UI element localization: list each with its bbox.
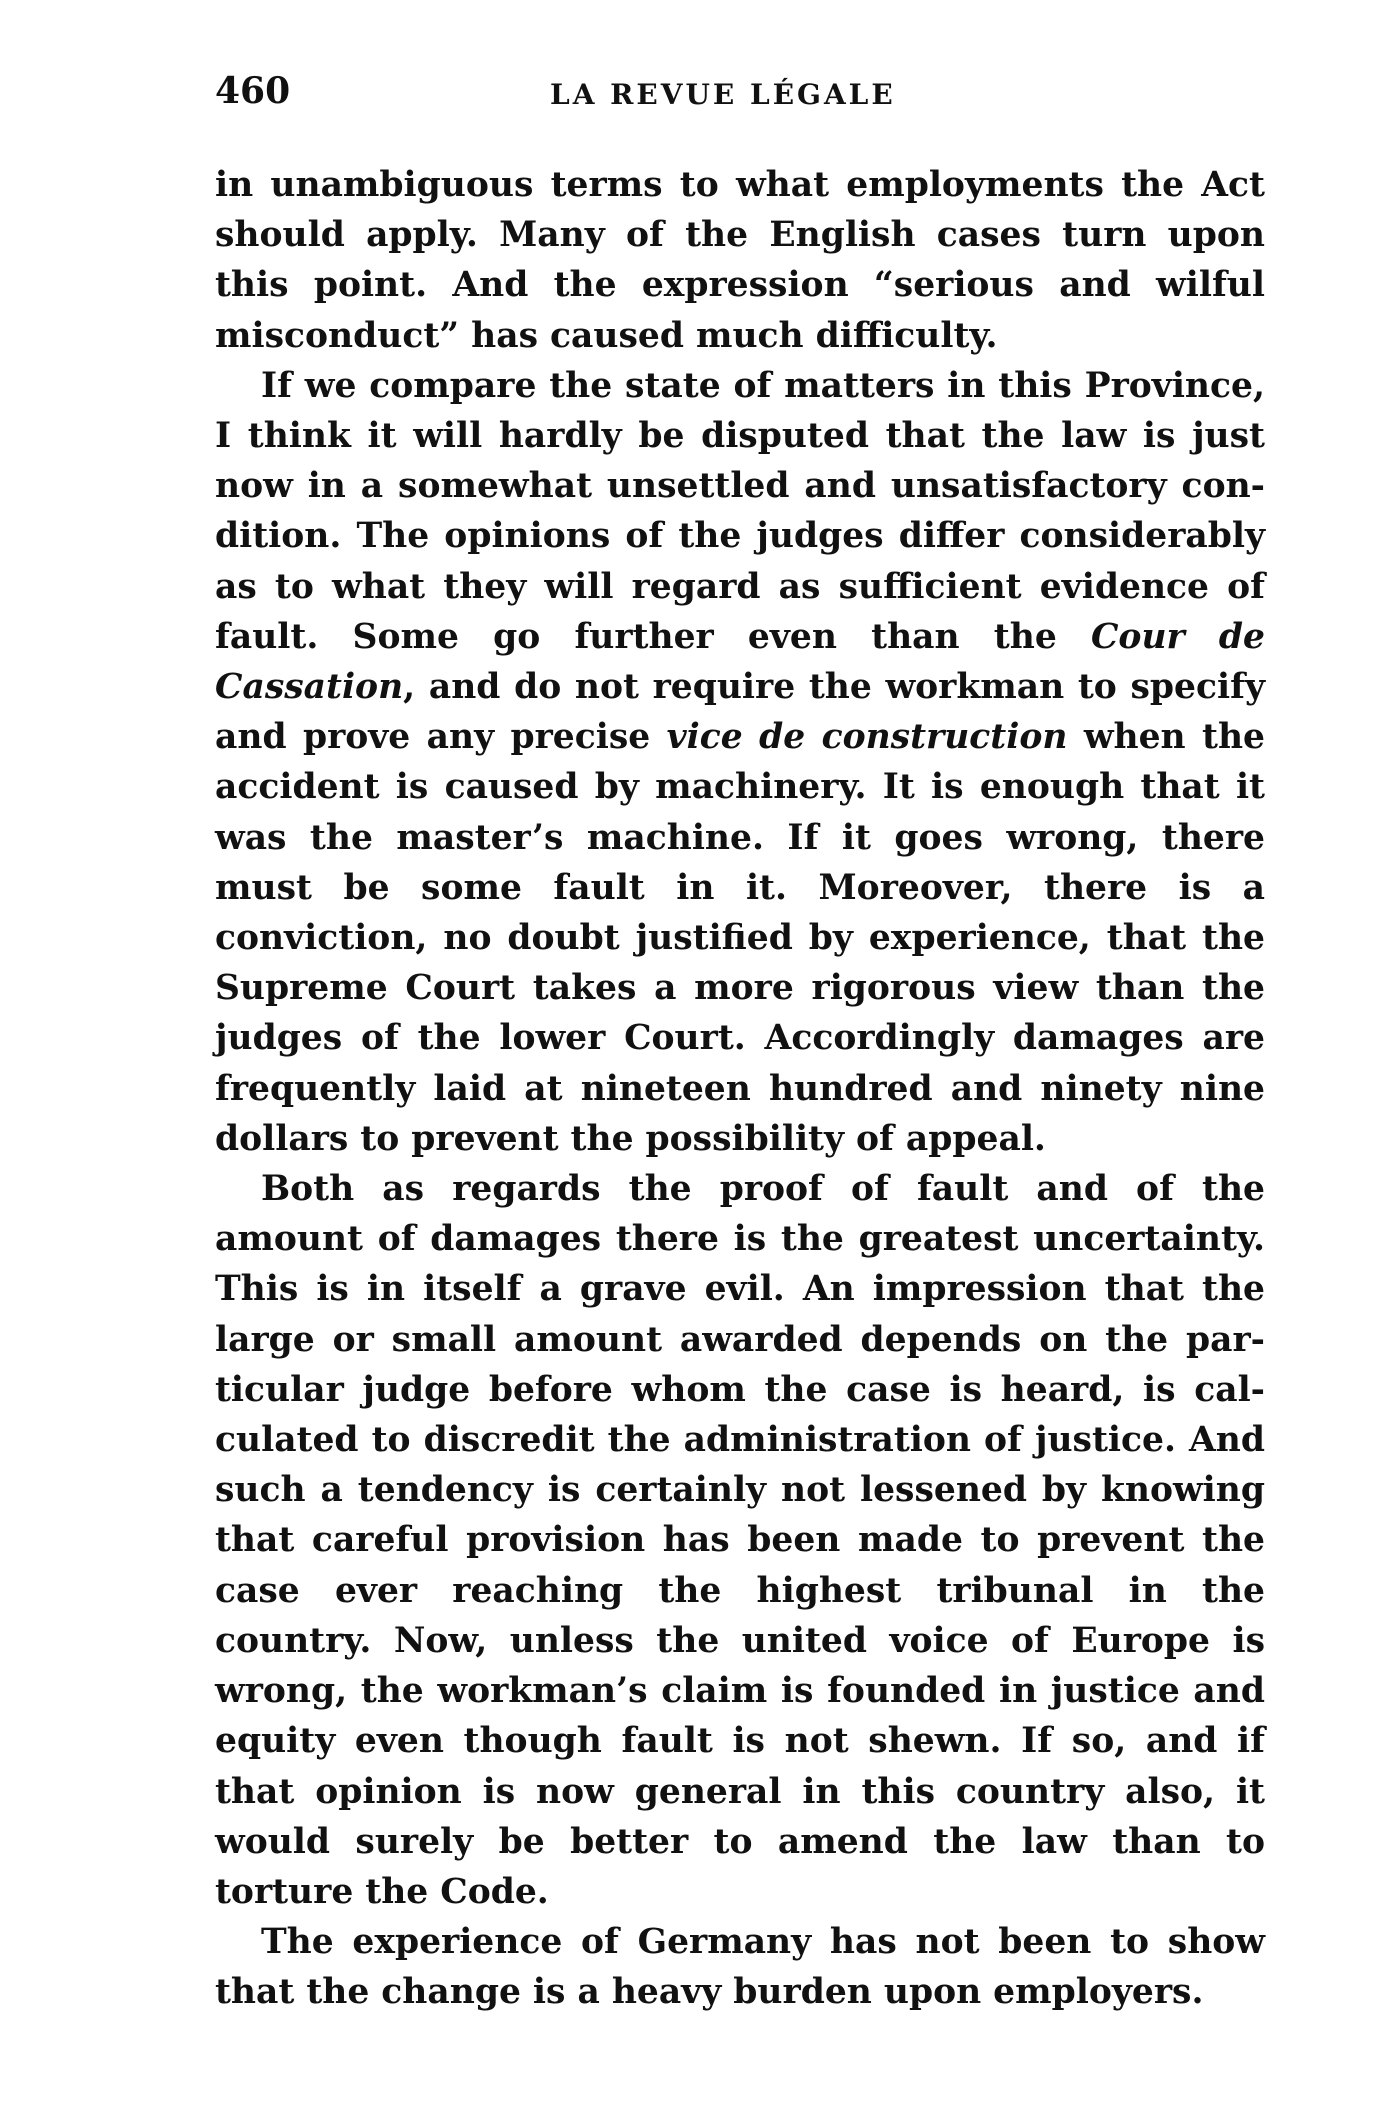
- paragraph: [215, 361, 1265, 1164]
- italic-phrase-vice-de-construction: vice de construction: [666, 717, 1068, 758]
- paragraph-continued: [215, 160, 1265, 361]
- italic-phrase-cour-de-cassation: Cour de Cassation: [215, 616, 1265, 708]
- text-segment: in unambiguous terms to what employments the Act should apply. Many of the English cases turn upon this point. And the expression “serious and wilful misconduct” has caused much difficulty.: [215, 165, 1265, 356]
- text-segment: If we compare the state of matters in this Province, I think it will hardly be disputed that the law is just now in a somewhat unsettled and unsatisfactory condition. The opinions of the judges differ considerably as to what they will regard as sufficient evidence of fault. Some go further even than the: [215, 365, 1265, 657]
- paragraph: [215, 1917, 1265, 2017]
- page-number: 460: [215, 70, 291, 112]
- text-segment: , and do not require the workman to specify and prove any precise: [215, 667, 1265, 758]
- text-segment: when the accident is caused by machinery. It is enough that it was the master’s machine. If it goes wrong, there must be some fault in it. Moreover, there is a conviction, no doubt justified by experience, that the Supreme Court takes a more rigorous view than the judges of the lower Court. Accordingly damages are frequently laid at nineteen hundred and ninety nine dollars to prevent the possibility of appeal.: [215, 717, 1265, 1159]
- journal-title: LA REVUE LÉGALE: [550, 78, 896, 111]
- body-text: [215, 160, 1265, 2018]
- text-segment: The experience of Germany has not been to show that the change is a heavy burden upon employers.: [215, 1922, 1265, 2013]
- running-head: [215, 70, 1265, 130]
- text-segment: Both as regards the proof of fault and of the amount of damages there is the greatest uncertainty. This is in itself a grave evil. An impression that the large or small amount awarded depends on the particular judge before whom the case is heard, is calculated to discredit the administration of justice. And such a tendency is certainly not lessened by knowing that careful provision has been made to prevent the case ever reaching the highest tribunal in the country. Now, unless the united voice of Europe is wrong, the workman’s claim is founded in justice and equity even though fault is not shewn. If so, and if that opinion is now general in this country also, it would surely be better to amend the law than to torture the Code.: [215, 1169, 1265, 1912]
- paragraph: [215, 1164, 1265, 1917]
- document-page: [215, 70, 1265, 2018]
